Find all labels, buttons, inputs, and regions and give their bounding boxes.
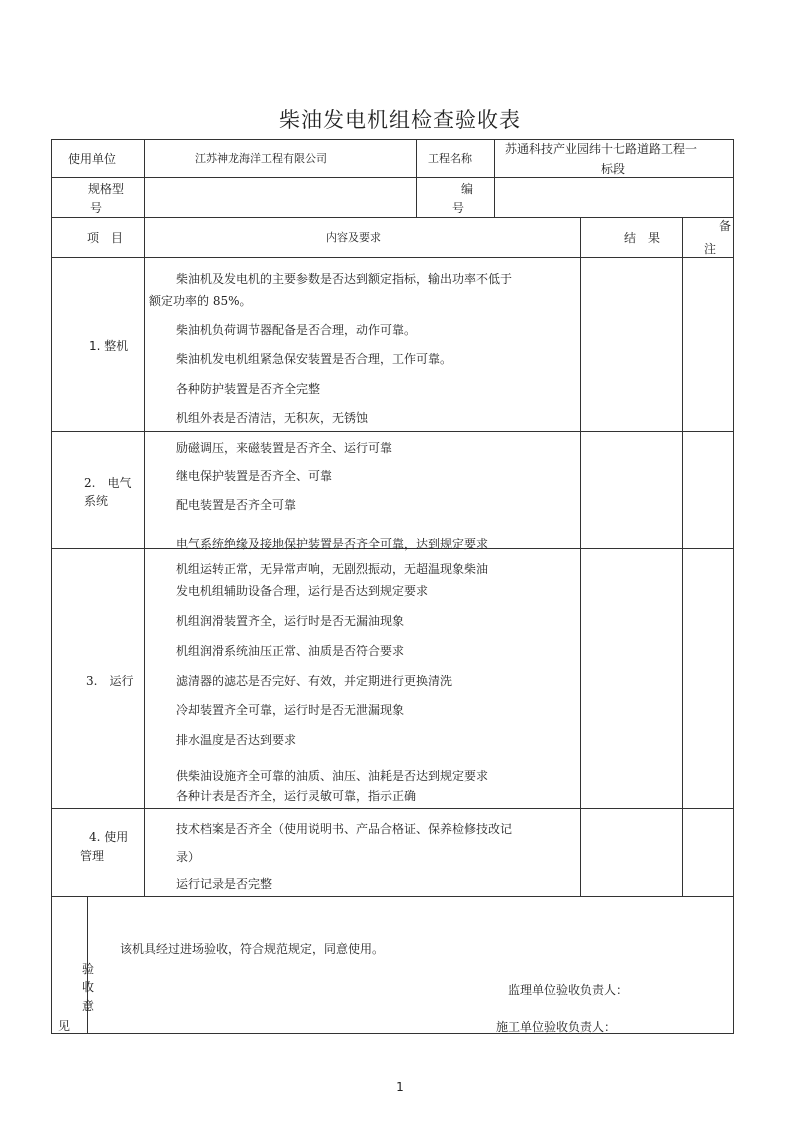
supervisor-signature-label: 监理单位验收负责人： [508,983,629,997]
acceptance-label-char: 见 [58,1019,71,1033]
list-item: 技术档案是否齐全（使用说明书、产品合格证、保养检修技改记 [176,822,513,836]
contractor-signature-label: 施工单位验收负责人： [496,1020,617,1034]
list-item: 配电装置是否齐全可靠 [176,498,297,512]
list-item: 各种计表是否齐全，运行灵敏可靠，指示正确 [176,789,417,803]
list-item: 机组润滑装置齐全，运行时是否无漏油现象 [176,614,405,628]
section-label: 3. 运行 [86,674,134,688]
acceptance-label-char: 意 [82,999,95,1013]
number-label-line2: 号 [452,201,465,215]
column-header-item: 项 目 [87,231,124,245]
user-unit-label: 使用单位 [68,152,117,166]
list-item: 机组外表是否清洁，无积灰，无锈蚀 [176,411,369,425]
spec-label-line2: 号 [90,201,103,215]
project-name-value-line2: 标段 [601,162,626,176]
list-item: 柴油机发电机组紧急保安装置是否合理，工作可靠。 [176,352,453,366]
acceptance-label-char: 验 [82,962,95,976]
page-title: 柴油发电机组检查验收表 [279,108,521,132]
column-header-result: 结 果 [624,231,661,245]
list-item: 机组运转正常，无异常声响，无剧烈振动，无超温现象柴油 [176,562,489,576]
column-header-content: 内容及要求 [326,231,381,244]
column-header-remark-line2: 注 [704,242,717,256]
list-item: 冷却装置齐全可靠，运行时是否无泄漏现象 [176,703,405,717]
section-label: 2. 电气 [84,476,132,490]
spec-label-line1: 规格型 [88,182,125,196]
list-item: 录） [176,850,201,864]
page-number: 1 [396,1080,404,1094]
list-item: 运行记录是否完整 [176,877,273,891]
column-header-remark-line1: 备 [719,219,732,233]
list-item: 各种防护装置是否齐全完整 [176,382,321,396]
section-label-line2: 系统 [84,494,109,508]
list-item: 柴油机负荷调节器配备是否合理，动作可靠。 [176,323,417,337]
user-unit-value: 江苏神龙海洋工程有限公司 [195,152,327,165]
list-item: 滤清器的滤芯是否完好、有效，并定期进行更换清洗 [176,674,453,688]
section-label: 4. 使用 [89,830,129,844]
list-item: 额定功率的 85%。 [149,294,252,308]
list-item: 排水温度是否达到要求 [176,733,297,747]
number-label-line1: 编 [461,182,474,196]
section-label: 1. 整机 [89,339,129,353]
list-item: 柴油机及发电机的主要参数是否达到额定指标，输出功率不低于 [176,272,513,286]
list-item: 继电保护装置是否齐全、可靠 [176,469,333,483]
list-item: 供柴油设施齐全可靠的油质、油压、油耗是否达到规定要求 [176,769,489,783]
project-name-value-line1: 苏通科技产业园纬十七路道路工程一 [505,142,698,156]
acceptance-statement: 该机具经过进场验收，符合规范规定，同意使用。 [120,942,385,956]
section-label-line2: 管理 [80,849,105,863]
acceptance-label-char: 收 [82,980,95,994]
list-item: 电气系统绝缘及接地保护装置是否齐全可靠，达到规定要求 [176,537,489,551]
list-item: 机组润滑系统油压正常、油质是否符合要求 [176,644,405,658]
list-item: 励磁调压，来磁装置是否齐全、运行可靠 [176,441,393,455]
project-name-label: 工程名称 [428,152,472,165]
list-item: 发电机组辅助设备合理，运行是否达到规定要求 [176,584,429,598]
